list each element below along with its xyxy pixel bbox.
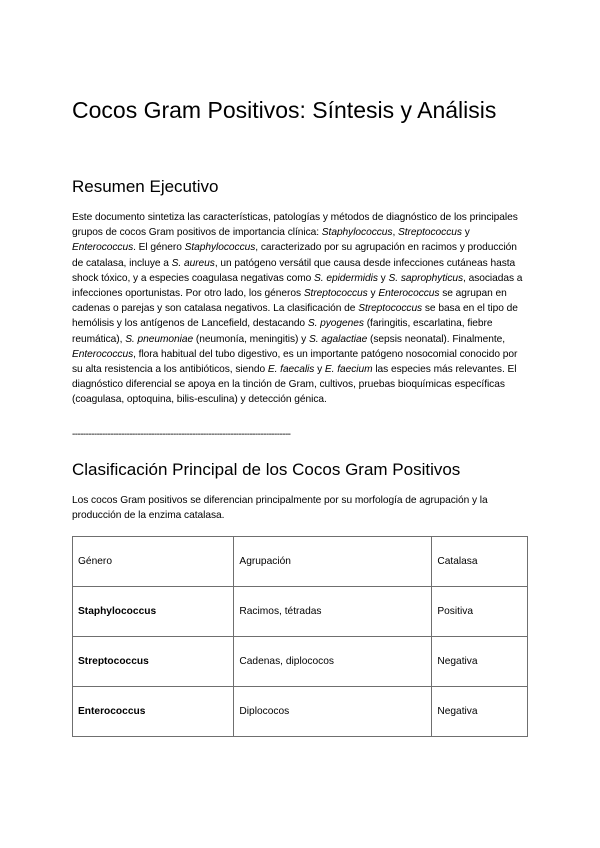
- species-name: Enterococcus: [378, 288, 440, 300]
- species-name: S. epidermidis: [314, 272, 378, 284]
- summary-text-run: y: [367, 288, 379, 300]
- table-row: [73, 587, 528, 637]
- cell-grouping: Racimos, tétradas: [234, 587, 432, 637]
- cell-catalase: Positiva: [432, 587, 528, 637]
- cell-grouping: Diplococos: [234, 687, 432, 737]
- summary-text-run: se agrupan en cadenas o parejas y son catalasa negativos. La clasificación de: [72, 288, 507, 315]
- species-name: E. faecium: [324, 364, 373, 376]
- species-name: S. saprophyticus: [388, 272, 464, 284]
- summary-text-run: se basa en el tipo de hemólisis y los antígenos de Lancefield, destacando: [72, 303, 518, 330]
- summary-text-run: y: [314, 364, 325, 376]
- species-name: Enterococcus: [72, 242, 134, 254]
- summary-text-run: (neumonía, meningitis) y: [193, 333, 309, 345]
- summary-text-run: , caracterizado por su agrupación en racimos y producción de catalasa, incluye a: [72, 242, 517, 269]
- species-name: S. agalactiae: [309, 333, 368, 345]
- summary-text-run: , asociadas a infecciones oportunistas. Por otro lado, los géneros: [72, 272, 523, 300]
- species-name: Streptococcus: [398, 227, 462, 239]
- classification-intro: Los cocos Gram positivos se diferencian principalmente por su morfología de agrupación y la producción de la enzima catalasa.: [72, 495, 488, 522]
- summary-paragraph: [72, 210, 528, 408]
- species-name: S. aureus: [171, 257, 215, 269]
- header-grouping: Agrupación: [234, 537, 432, 587]
- species-name: E. faecalis: [267, 364, 315, 376]
- header-catalase: Catalasa: [432, 537, 528, 587]
- species-name: Streptococcus: [358, 303, 423, 315]
- summary-text-run: las especies más relevantes. El diagnóstico diferencial se apoya en la tinción de Gram, cultivos, pruebas bioquímicas específicas (coagulasa, optoquina, bilis-esculina) y detección génica.: [72, 364, 517, 406]
- classification-table: [72, 536, 528, 737]
- summary-text-run: y: [377, 272, 389, 284]
- summary-text-run: y: [461, 227, 470, 239]
- summary-heading: Resumen Ejecutivo: [72, 177, 219, 196]
- classification-heading: Clasificación Principal de los Cocos Gram Positivos: [72, 460, 461, 479]
- summary-text-run: (faringitis, escarlatina, fiebre reumática),: [72, 318, 493, 345]
- cell-genus: Staphylococcus: [73, 587, 234, 637]
- table-row: [73, 637, 528, 687]
- summary-text-run: , un patógeno versátil que causa desde infecciones cutáneas hasta shock tóxico, y a especies coagulasa negativas como: [72, 257, 516, 284]
- species-name: Staphylococcus: [184, 242, 256, 254]
- section-divider: --------------------------------------------------------------------------------: [72, 429, 291, 440]
- summary-text-run: . El género: [133, 242, 185, 254]
- species-name: Streptococcus: [303, 288, 368, 300]
- summary-text-run: Este documento sintetiza las características, patologías y métodos de diagnóstico de los principales grupos de cocos Gram positivos de importancia clínica:: [72, 212, 518, 239]
- species-name: S. pyogenes: [307, 318, 364, 330]
- cell-grouping: Cadenas, diplococos: [234, 637, 432, 687]
- species-name: Enterococcus: [72, 348, 134, 360]
- cell-genus: Enterococcus: [73, 687, 234, 737]
- table-row: [73, 687, 528, 737]
- summary-text-run: ,: [392, 227, 399, 239]
- cell-genus: Streptococcus: [73, 637, 234, 687]
- summary-text-run: , flora habitual del tubo digestivo, es un importante patógeno nosocomial conocido por su alta resistencia a los antibióticos, siendo: [72, 348, 518, 376]
- cell-catalase: Negativa: [432, 637, 528, 687]
- table-header-row: [73, 537, 528, 587]
- species-name: Staphylococcus: [321, 227, 393, 239]
- header-genus: Género: [73, 537, 234, 587]
- document-title: Cocos Gram Positivos: Síntesis y Análisis: [72, 97, 497, 123]
- cell-catalase: Negativa: [432, 687, 528, 737]
- species-name: S. pneumoniae: [125, 333, 194, 345]
- summary-text-run: (sepsis neonatal). Finalmente,: [367, 333, 506, 345]
